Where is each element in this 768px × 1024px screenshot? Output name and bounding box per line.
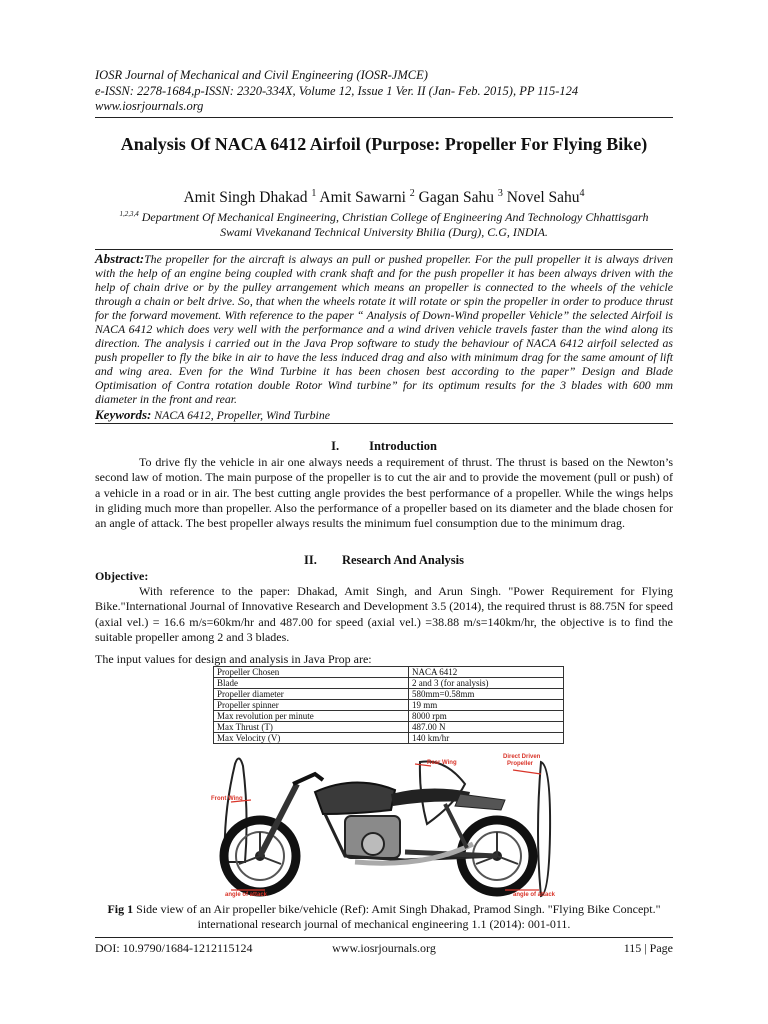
keywords bbox=[95, 407, 673, 423]
abstract-block bbox=[95, 249, 673, 424]
table-cell-label: Blade bbox=[214, 678, 409, 689]
footer-website: www.iosrjournals.org bbox=[332, 941, 436, 955]
footer-page-number: 115 | Page bbox=[623, 941, 673, 955]
journal-header bbox=[95, 68, 695, 115]
affiliation-sup: 1,2,3,4 bbox=[119, 210, 139, 218]
input-values-table bbox=[213, 666, 564, 744]
author-sup: 4 bbox=[579, 188, 585, 199]
bike-figure bbox=[205, 744, 575, 898]
objective-paragraph: With reference to the paper: Dhakad, Amit Singh, and Arun Singh. "Power Requirement for Flying Bike."International Journal of Innovative Research and Development 3.5 (2014), the required thrust is 88.75N for speed (axial vel.) = 16.6 m/s=60km/hr and 487.00 for speed (axial vel.) =38.88 m/s=140km/hr, the objective is to find the suitable propeller among 2 and 3 blades. bbox=[95, 584, 673, 644]
input-values-intro: The input values for design and analysis in Java Prop are: bbox=[95, 652, 372, 666]
table-row bbox=[214, 678, 564, 689]
label-rear-wing: Rear Wing bbox=[427, 760, 457, 766]
header-divider bbox=[95, 117, 673, 118]
footer-divider bbox=[95, 937, 673, 938]
table-cell-label: Max Velocity (V) bbox=[214, 733, 409, 744]
table-cell-label: Propeller diameter bbox=[214, 689, 409, 700]
affiliation bbox=[95, 207, 673, 240]
propeller bbox=[538, 762, 550, 896]
label-direct-driven: Direct Driven bbox=[503, 754, 541, 760]
caption-label: Fig 1 bbox=[107, 902, 134, 916]
label-angle-of-attack-left: angle of attack bbox=[225, 892, 268, 898]
section-heading-research bbox=[95, 553, 673, 568]
author-name: Amit Sawarni bbox=[319, 189, 406, 207]
section-number: I. bbox=[331, 439, 340, 453]
table-row bbox=[214, 689, 564, 700]
author-name: Novel Sahu bbox=[506, 189, 580, 207]
paper-title: Analysis Of NACA 6412 Airfoil (Purpose: Propeller For Flying Bike) bbox=[120, 134, 648, 154]
table-row bbox=[214, 711, 564, 722]
author-name: Amit Singh Dhakad bbox=[183, 189, 308, 207]
table-cell-label: Max revolution per minute bbox=[214, 711, 409, 722]
table-cell-value: 487.00 N bbox=[409, 722, 564, 733]
table-row bbox=[214, 700, 564, 711]
objective-label: Objective: bbox=[95, 569, 149, 583]
table-cell-value: NACA 6412 bbox=[409, 667, 564, 678]
section-title: Research And Analysis bbox=[341, 553, 464, 567]
page-footer bbox=[95, 941, 673, 956]
affiliation-line1: Department Of Mechanical Engineering, Christian College of Engineering And Technology Chhattisgarh bbox=[141, 210, 649, 224]
table-cell-value: 580mm=0.58mm bbox=[409, 689, 564, 700]
keywords-label: Keywords: bbox=[95, 407, 152, 422]
section-title: Introduction bbox=[369, 439, 437, 453]
label-front-wing: Front Wing bbox=[211, 796, 243, 802]
abstract-label: Abstract: bbox=[95, 251, 145, 266]
author-list bbox=[95, 185, 673, 207]
tail bbox=[455, 794, 505, 810]
table-cell-label: Propeller spinner bbox=[214, 700, 409, 711]
affiliation-line2: Swami Vivekanand Technical University Bhilia (Durg), C.G, INDIA. bbox=[220, 225, 548, 239]
introduction-paragraph: To drive fly the vehicle in air one always needs a requirement of thrust. The thrust is based on the Newton’s second law of motion. The main purpose of the propeller is to cut the air and to provide the movement (pull or push) of a vehicle in a road or in air. The best cutting angle provides the best performance of a propeller. While the wings helps in gliding much more than propeller. Also the performance of a propeller based on its diameter and the blade chosen for an angle of attack. The best propeller always results the minimum fuel consumption due to the minimum drag. bbox=[95, 455, 673, 531]
caption-text: Side view of an Air propeller bike/vehicle (Ref): Amit Singh Dhakad, Pramod Singh. "Flying Bike Concept." international research journal of mechanical engineering 1.1 (2014): 001-011. bbox=[136, 902, 661, 931]
table-cell-value: 8000 rpm bbox=[409, 711, 564, 722]
author-sup: 3 bbox=[497, 188, 503, 199]
label-propeller: Propeller bbox=[507, 761, 534, 767]
footer-doi: DOI: 10.9790/1684-1212115124 bbox=[95, 941, 253, 955]
table-cell-label: Propeller Chosen bbox=[214, 667, 409, 678]
author-sup: 1 bbox=[311, 188, 317, 199]
section-heading-introduction bbox=[95, 439, 673, 454]
journal-name: IOSR Journal of Mechanical and Civil Engineering (IOSR-JMCE) bbox=[95, 68, 428, 82]
label-angle-of-attack-right: angle of attack bbox=[513, 892, 556, 898]
table-row bbox=[214, 722, 564, 733]
abstract-text: The propeller for the aircraft is always an pull or pushed propeller. For the pull propeller it is always driven with the help of an engine being coupled with crank shaft and for the push propeller it has been always driven with the help of chain drive or by the pulley arrangement which means an propeller is connected to the wheels of the vehicle through a chain or belt drive. So, that when the wheels rotate it will rotate or spin the propeller in order to produce thrust for the forward movement. With reference to the paper “ Analysis of Down-Wind propeller Vehicle” the selected Airfoil is NACA 6412 which does very well with the performance and a wind driven vehicle travels faster than the wind along its direction. The analysis i carried out in the Java Prop software to study the behaviour of NACA 6412 airfoil selected as push propeller to fly the bike in air to have the less induced drag and also with minimum drag for the same amount of lift and wing area. Even for the Wind Turbine it has been chosen best according to the paper” Design and Blade Optimisation of Contra rotation double Rotor Wind turbine” for its optimum results for the 3 blades with 600 mm diameter in the front and rear. bbox=[95, 252, 673, 406]
journal-website: www.iosrjournals.org bbox=[95, 99, 204, 113]
abstract bbox=[95, 252, 673, 406]
author-sup: 2 bbox=[409, 188, 415, 199]
table-cell-value: 19 mm bbox=[409, 700, 564, 711]
table-cell-label: Max Thrust (T) bbox=[214, 722, 409, 733]
table-row bbox=[214, 733, 564, 744]
fuel-tank bbox=[315, 782, 395, 814]
table-row bbox=[214, 667, 564, 678]
table-cell-value: 2 and 3 (for analysis) bbox=[409, 678, 564, 689]
keywords-text: NACA 6412, Propeller, Wind Turbine bbox=[154, 408, 330, 422]
section-number: II. bbox=[303, 553, 317, 567]
author-name: Gagan Sahu bbox=[418, 189, 494, 207]
table-cell-value: 140 km/hr bbox=[409, 733, 564, 744]
figure-caption bbox=[95, 902, 673, 931]
journal-issn: e-ISSN: 2278-1684,p-ISSN: 2320-334X, Volume 12, Issue 1 Ver. II (Jan- Feb. 2015), PP 115-124 bbox=[95, 83, 579, 98]
